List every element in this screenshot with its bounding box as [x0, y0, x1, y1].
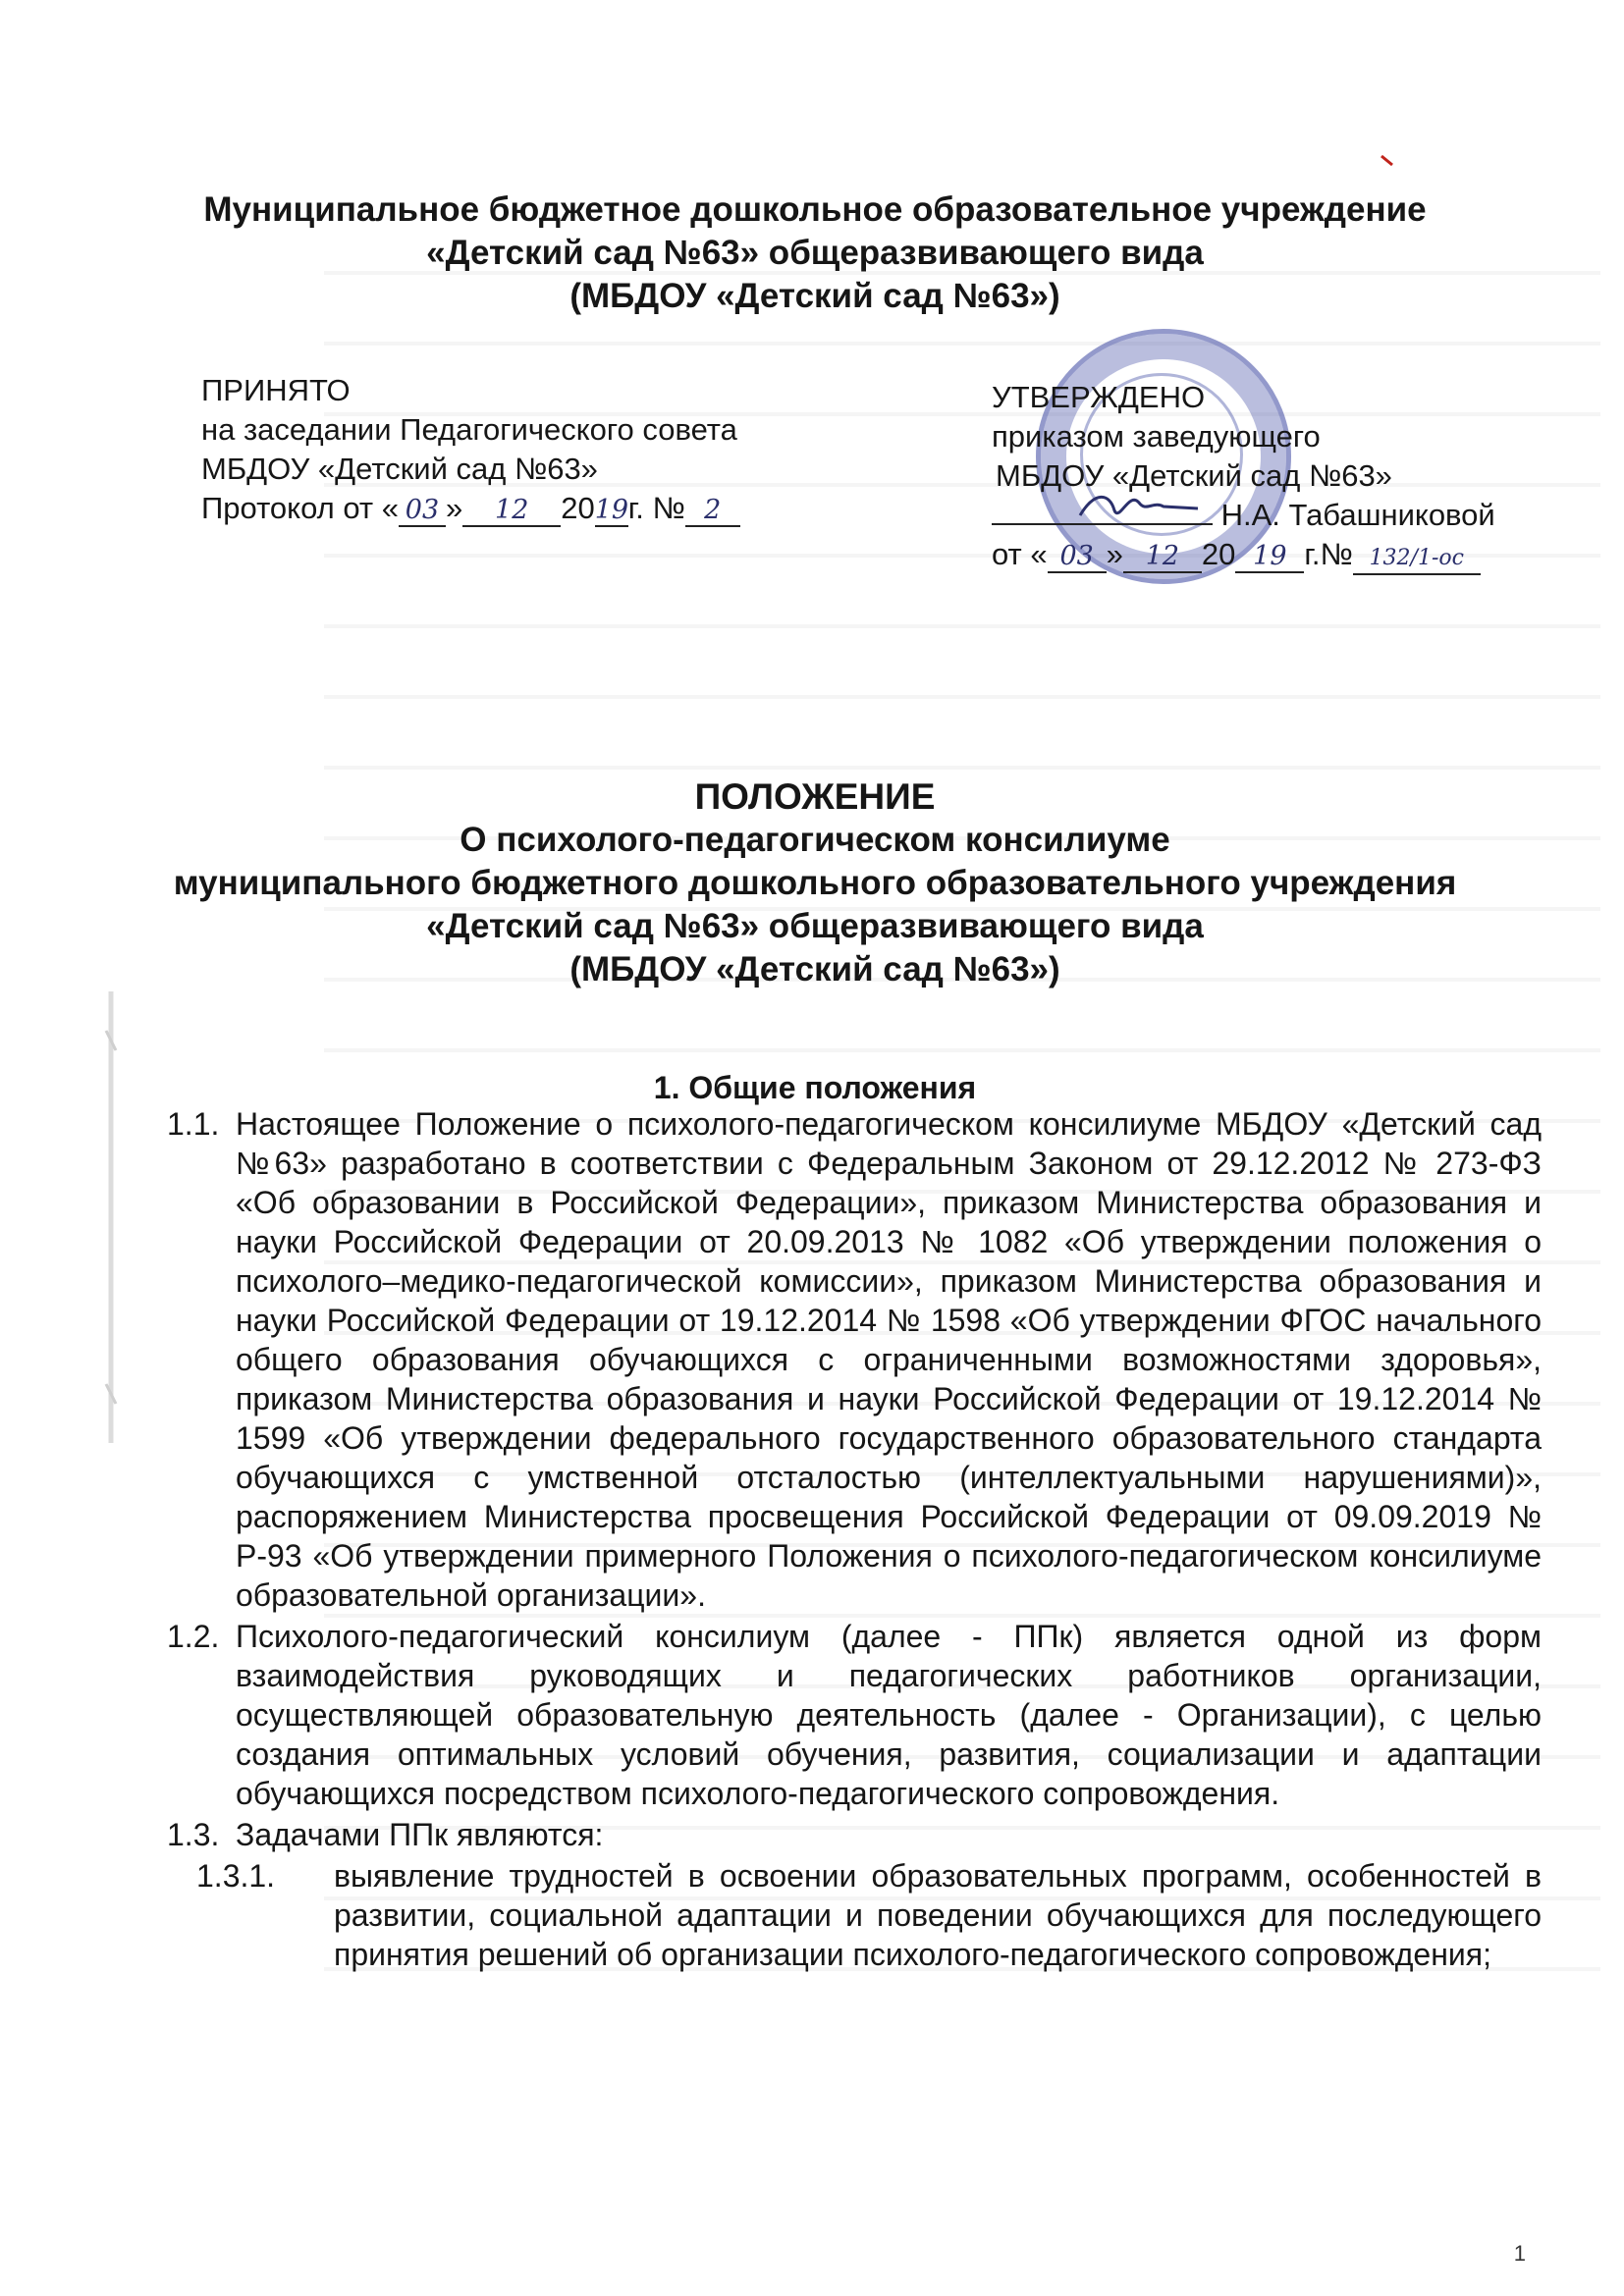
accepted-heading: ПРИНЯТО [201, 373, 351, 407]
clause-text: Задачами ППк являются: [236, 1817, 604, 1852]
header-line-2: «Детский сад №63» общеразвивающего вида [426, 234, 1204, 272]
subclause-text: выявление трудностей в освоении образовательных программ, особенностей в развитии, социальной адаптации и поведении обучающихся для последующего принятия решений об организации психолого-педагогического сопровождения; [334, 1858, 1542, 1972]
approved-block [992, 378, 1502, 575]
clause-number: 1.2. [167, 1619, 220, 1654]
signer-line [992, 496, 1502, 535]
clause-text: Настоящее Положение о психолого-педагогическом консилиуме МБДОУ «Детский сад №63» разработано в соответствии с Федеральным Законом от 29.12.2012 № 273-ФЗ «Об образовании в Российской Федерации», приказом Министерства образования и науки Российской Федерации от 20.09.2013 № 1082 «Об утверждении положения о психолого–медико-педагогической комиссии», приказом Министерства образования и науки Российской Федерации от 19.12.2014 № 1598 «Об утверждении ФГОС начального общего образования обучающихся с ограниченными возможностями здоровья», приказом Министерства образования и науки Российской Федерации от 19.12.2014 № 1599 «Об утверждении федерального государственного образовательного стандарта обучающихся с умственной отсталостью (интеллектуальными нарушениями)», распоряжением Министерства просвещения Российской Федерации от 09.09.2019 № Р-93 «Об утверждении примерного Положения о психолого-педагогическом консилиуме образовательной организации». [236, 1106, 1542, 1613]
clause [167, 1104, 1542, 1615]
signature-blank [992, 496, 1213, 525]
order-month: 12 [1123, 542, 1202, 573]
organization-header [147, 188, 1483, 318]
order-day: 03 [1048, 542, 1107, 573]
order-prefix: от « [992, 537, 1048, 571]
protocol-prefix: Протокол от « [201, 491, 399, 525]
accepted-line-1: на заседании Педагогического совета [201, 412, 737, 447]
protocol-number: 2 [685, 496, 740, 527]
header-line-1: Муниципальное бюджетное дошкольное образовательное учреждение [203, 190, 1427, 229]
clause-number: 1.3. [167, 1817, 220, 1852]
title-line-3: муниципального бюджетного дошкольного образовательного учреждения [173, 864, 1457, 902]
approved-heading: УТВЕРЖДЕНО [992, 380, 1206, 414]
protocol-quote-close: » [445, 491, 463, 525]
clause-number: 1.1. [167, 1106, 220, 1142]
binder-thread [102, 991, 120, 1443]
order-number: 132/1-ос [1353, 544, 1481, 575]
order-quote-close: » [1106, 537, 1123, 571]
protocol-month: 12 [462, 496, 561, 527]
section-heading: 1. Общие положения [653, 1070, 977, 1105]
document-title [147, 775, 1483, 991]
clause-text: Психолого-педагогический консилиум (далее - ППк) является одной из форм взаимодействия руководящих и педагогических работников организации, осуществляющей образовательную деятельность (далее - Организации), с целью создания оптимальных условий обучения, развития, социализации и адаптации обучающихся посредством психолого-педагогического сопровождения. [236, 1619, 1542, 1811]
header-line-3: (МБДОУ «Детский сад №63») [569, 277, 1060, 315]
clause [167, 1617, 1542, 1813]
section-body [167, 1104, 1542, 1976]
red-mark [1380, 155, 1394, 167]
title-line-2: О психолого-педагогическом консилиуме [460, 821, 1170, 859]
approved-line-1: приказом заведующего [992, 419, 1321, 454]
protocol-day: 03 [399, 496, 446, 527]
clause [167, 1815, 1542, 1854]
subclause-number: 1.3.1. [196, 1858, 276, 1894]
approved-line-2: МБДОУ «Детский сад №63» [996, 458, 1392, 493]
accepted-line-2: МБДОУ «Детский сад №63» [201, 452, 598, 486]
order-year: 19 [1235, 542, 1304, 573]
signer-name: Н.А. Табашниковой [1220, 498, 1495, 532]
title-line-1: ПОЛОЖЕНИЕ [694, 776, 936, 817]
page-number: 1 [1513, 2241, 1526, 2266]
order-line [992, 535, 1502, 575]
accepted-block [201, 371, 740, 528]
order-year-prefix: 20 [1201, 537, 1236, 571]
order-year-suffix: г.№ [1304, 537, 1353, 571]
protocol-year-prefix: 20 [561, 491, 595, 525]
title-line-5: (МБДОУ «Детский сад №63») [569, 950, 1060, 988]
subclause [167, 1856, 1542, 1974]
title-line-4: «Детский сад №63» общеразвивающего вида [426, 907, 1204, 945]
protocol-year-suffix: г. № [627, 491, 685, 525]
protocol-year: 19 [594, 495, 629, 525]
protocol-line [201, 489, 740, 528]
